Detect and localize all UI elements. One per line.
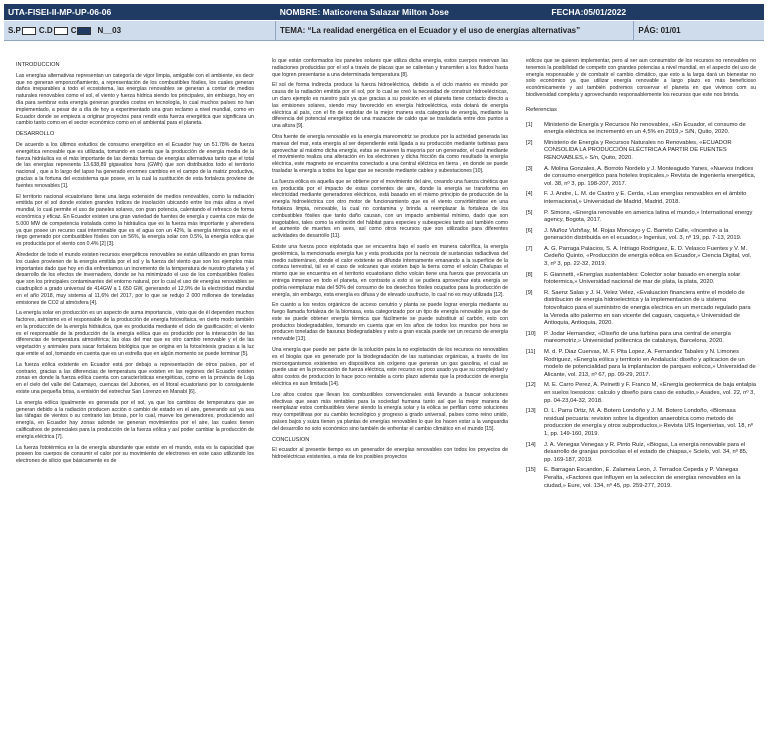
reference-number: [5] xyxy=(526,209,533,216)
reference-text: A. Molina Gonzales, A. Borroto Nordelo y J. Monteagudo Yanes, «Nuevos índices de consumo energético para hoteles tropicales,» Revista de ingeniería energética, vol. 38, nº 3, pp. 198-207, 2017. xyxy=(544,165,756,187)
reference-item xyxy=(526,210,756,225)
number-label: N__03 xyxy=(97,26,122,35)
page-number: PÁG: 01/01 xyxy=(633,21,764,40)
cd-checkbox xyxy=(54,27,68,35)
cm-checkbox xyxy=(77,27,91,35)
sp-label: S.P xyxy=(8,26,21,35)
reference-text: J. A. Venegas Venegas y R. Pinto Ruiz, «Biogas, La energía renovable para el desarrollo de granjas porcicolas el el estado de chiapas,» Scielo, vol. 34, nº 85, pp. 169-187, 2019. xyxy=(544,441,748,463)
paragraph: De acuerdo a los últimos estudios de consumo energético en el Ecuador hay un 51.78% de fuerza energética renovable que es utilizada, tomando en cuenta que la producción de energía media de la fuerza hidráulica es el más importante de las demás formas de energías alternativas tanto que el total de las energías representa 13.638,89 gigavatios hora (GWh) que son distribuidos todo el territorio nacional , que a lo largo del lapso ha generado enormes cambios en el campo de la matriz productiva, gracias a la fortuna del ecosistema que posee, en la cual la sustitución de esta fortaleza proviene de fuentes renovables [1]. xyxy=(16,141,254,189)
reference-item xyxy=(526,272,756,287)
paragraph: Las energías alternativas representan un categoría de vigor limpia, amigable con el ambiente, es decir que no generan emponzoñamiento, a representación de los combustibles fósiles, los cuales generan daños irreparables a todo el ecosistema, las energías renovables se generan a contar de medios naturales renovables como el sol, el viento y fuerza hídrica siendo los principales, sin embargo, hoy en día para sembrar esta energía generan grandes costos en tecnología, lo cual muchos países no han implementado, a pesar de a día de hoy a experimentado una gran reclamo a nivel mundial, como en Ecuador donde se empieza a originar proyectos para rendir esta fuerza energética que significara un cambio tanto como en el sector económico como en el ambiental para el planeta. xyxy=(16,72,254,127)
reference-number: [9] xyxy=(526,289,533,296)
author-name: NOMBRE: Maticorena Salazar Milton Jose xyxy=(279,7,449,17)
paragraph: El ecuador al presente tiempo es un generador de energías renovables con todos los proyectos de hidroeléctricas existentes, a más de los posibles proyectos xyxy=(272,447,508,461)
reference-number: [10] xyxy=(526,330,536,337)
reference-text: F. J. Andre, L. M. de Castro y E. Cerda, «Las energías renovables en el ámbito internacional,» Universidad de Madrid, Madrid, 2018. xyxy=(544,191,747,205)
document-date: FECHA:05/01/2022 xyxy=(551,7,627,17)
reference-item xyxy=(526,331,756,346)
cd-label: C.D xyxy=(38,26,53,35)
paragraph: En cuanto a los restos orgánicos de acceso cenutrio y planta se puede lograr energía mediante su fuego llamada fortaleza de la biomasa, esta categorizado por un tipo de energía renovable ya que de este se puede obtener energía térmica que fácilmente se puede substituir al carbón, esto con productos biodegradables, tomando en cuenta que en los años de todos los mundos por hora se producen toneladas de basuras biodegradables y esto a gran escala puede ser un recurso de energía renovable [13]. xyxy=(272,302,508,343)
reference-text: M. d. P. Diaz Cuervas, M. F. Pita Lopez, A. Fernandez Tabales y N. Limones Rodriguez, «Energía eólica y territorio en Andalucía: diseño y aplicacion de un modelo de potencialidad para la implantacion de parques eolicos,» Universidad de Alicante, vol. 213, nº 67, pp. 09-29, 2017. xyxy=(544,349,756,378)
cm-label: C xyxy=(70,26,77,35)
reference-text: M. E. Carro Perez, A. Peinetti y F. Franco M, «Energía geotermica de baja entalpia en suelos loessicos: calculo y diseño para caso de estudio,» Asades, vol. 22, nº 3, pp. 04-23,04-32, 2018. xyxy=(544,382,757,404)
reference-item xyxy=(526,349,756,379)
paragraph: eólicos que se quieren implementar, pero al ser aun consumidor de los recursos no renovables no tenemos la posibilidad de competir con grandes potencias a nivel mundial, en el aspecto del uso de energía responsable y de combatir el cambio climático, que esto a la larga dará un bienestar no solo económico ya que utilizar energía renovable a largo plazo es más beneficioso económicamente y así también podremos conservar el planeta en que vivimos com su biodiversidad completa y aprovechando responsablemente los recursos que este nos brinda. xyxy=(526,58,756,98)
reference-number: [7] xyxy=(526,245,533,252)
reference-text: P. Jodar Hernandez, «Diseño de una turbina para una central de energía mareomotriz,» Universidad politecnica de catalunya, Barcelona, 2020. xyxy=(544,330,731,345)
reference-item xyxy=(526,382,756,405)
reference-item xyxy=(526,290,756,328)
references-heading: Referencias xyxy=(526,106,557,113)
paragraph: La energía eólica igualmente es generada por el sol, ya que los cambios de temperatura que se generan debido a la radiación producen acción o cambio de estado en el aire, generando así ya sea las ráfagas de vientos o su contrario las brisas, por lo cual, mueve los generadores, produciendo así energía, en Ecuador hay zonas adonde se generan movimientos por el aire, las cuales tienen calificativos de potenciales para la producción de la fuerza eólica y así poder cambiar la producción de energía eléctrica [7]. xyxy=(16,399,254,440)
reference-number: [14] xyxy=(526,441,536,448)
paragraph: Los altos costos que llevan los combustibles convencionales está llevando a buscar soluciones efectivas que sean más rentables para la sociedad humana tanto así que la mejor manera de reemplazar estos combustibles viene siendo la energía solar y la eólica se perfilan como soluciones muy competitivas por su cambio tecnológico y progreso a grado universal, países como reino unido, países bajos y suiza tienen ya plantas de energías renovables lo que los hacen estar a la vanguardia del desarrollo no solo económico sino también de enfrentar el cambio climático en el mundo [15]. xyxy=(272,391,508,432)
header-second-row xyxy=(4,21,764,41)
paragraph: Alrededor de todo el mundo existen recursos energéticos renovables se están utilizando en gran forma los cuales provienen de la energía emitida por el sol y la fuerza del viento que son los ejemplos más importantes dado que hoy en día enfrentamos un incremento de la temperatura de nuestro planeta y el desarrollo de los efectos de invernadero, donde se ha minimizado el uso de los combustibles fósiles que son los principales contaminantes del entorno natural, por lo cual el uso de energías renovables se cuadruplicó a grado universal de 414GW a 1 650 GW, generando el 12,9% de la electricidad mundial en el año 2018, muy sistema al 11,6% del 2017, por lo que se redujo 2 000 millones de toneladas emisiones de CO2 al atmósfera [4]. xyxy=(16,251,254,306)
reference-number: [13] xyxy=(526,408,536,415)
reference-text: Ministerio de Energía y Recursos Naturales no Renovables, «ECUADOR CONSOLIDA LA PRODUCCIÓN ELÉCTRICA A PARTIR DE FUENTES RENOVABLES,» S/n, Quito, 2020. xyxy=(544,139,732,161)
paragraph: La fuerza eólica existente en Ecuador está por debajo a representación de otros países, por el contrario, gracias a las diferencias de temperatura que existen en las regiones del Ecuador existen zonas en donde la fuerza eólica cuenta con características energéticas, como en la provincia de Loja en el cielo del valle del Catamayo, cuencas del Jubones, en el litoral ecuatoriano por lo consiguiente existe una pequeña brisa, a emisión del estrechar San Lorenzo en Manabí [6]. xyxy=(16,361,254,396)
paragraph: lo que están conformados los paneles solares que utiliza dicha energía, estos cuerpos reservan las radiaciones producidas por el sol a través de placas que se calientan y transmiten a los fluidos hasta que logren presentarse a una determinada temperatura [8]. xyxy=(272,58,508,78)
column-middle xyxy=(272,58,508,465)
column-left xyxy=(16,58,254,469)
reference-item xyxy=(526,140,756,163)
reference-number: [6] xyxy=(526,227,533,234)
paragraph: Existe una fuerza poco explotada que se encuentra bajo el suelo en manera calorífica, la energía geotérmica, la mencionada energía fue y esta producida por la necrosis de sustancias radiactivas del medio subterráneo, donde el calor existente se difunde internamente emanando a la superficie de la corteza terrestral, tal es el caso de volcanes que existen bajo la tierra como el volcán Chalupas el mismo que se encuentra en el territorio ecuatoriano dicho volcán tiene una fuerza que provocaría un entrega inmenso en todo el planeta, en contraste a esto si se pudiera aprovechar esta energía se podría reemplazar más del 50% del consumo de los desechos fósiles ocupados para la producción de energía, sin embargo, esta energía es difusa y de elevado usufructo, lo cual no es muy utilizada [12]. xyxy=(272,243,508,298)
reference-item xyxy=(526,191,756,206)
paragraph: El sol de forma indirecta produce la fuerza hidroeléctrica, debido a el ciclo marino es movido por causa de la radiación emitida por el sol, por lo cual se creó la necesidad de construir hidroeléctricas, un claro ejemplo es nuestro país ya que gracias a su posición en el planeta tiene contacto directo a las emisiones solares, siendo muy favorecido en energía hidroeléctrica, esta dotará de energía eléctrica al país, con el fin de explotar de la mejor manera esta categoría de energía, mediante la diferencia del potencial energético de una mazacote de caldo que se trasladaría entre dos puntos a una altura [9]. xyxy=(272,82,508,130)
references-list xyxy=(526,122,756,491)
section-heading: INTRODUCCION xyxy=(16,62,60,68)
column-right xyxy=(526,58,756,493)
reference-text: R. Saenz Salas y J. H. Velez Velez, «Evaluacion financiera entre el modelo de distribucion de energía hidroelectrica y la implementacion de u sistema fotovoltaico para el suministro de energia electrica en un mercado regulado para la Vereda alto palermo en san vicente del caguan, caqueta,» Universidad de Antioquia, Antioquia, 2020. xyxy=(544,289,751,327)
reference-number: [4] xyxy=(526,191,533,198)
paragraph: El territorio nacional ecuatoriano tiene una larga extensión de medios renovables, como la radiación emitida por el sol donde existen grandes índices de insolación ubicando entre los más altos a nivel mundial, lo cual permite el uso de paneles solares, con gran potencia, calentando el refresco de forma económica y eficaz. En Ecuador existen una gran variedad de fuentes de energía y cuenta con más de 5.000 MW de competencia instalada como la hidráulica que es la fuerza más importante y aheredera ya que posee un recurso casi interminable que es el agua con un 42%, la energía térmica que es el riego generado por combustibles fósiles con un 56%, la energía solar con 0.5%, la energía eólica que es producida por el viento con 0.4% [2] [3]. xyxy=(16,193,254,248)
section-heading: CONCLUSION xyxy=(272,436,310,443)
reference-text: A. G. Parraga Palacios, S. A. Intriago Rodriguez, E. D. Velasco Fuentes y V. M. Cedeño Quinto, «Producción de energía eólica en Ecuador,» Ciencia Digital, vol. 3, nº 3, pp. 22-32, 2019. xyxy=(544,245,752,268)
reference-text: F. Giannetti, «Energías sustentables: Colector solar basado en energía solar fototermica,» Universidad nacional de mar de plata, la plata, 2020. xyxy=(544,271,741,286)
conclusion-continued xyxy=(526,58,756,99)
paragraph: Una energía que puede ser parte de la solución para la no explotación de los recursos no renovables es el biogás que es generado por la biodegradación de las sustancias orgánicas, a través de los microorganismos existentes en dispositivos sin oxígeno que generan un gas gasolina, el cual se puede usar en la provocación de fuerza eléctrica, este recurso es poco usado ya que su complejidad y altos costos de producción lo hace poco rentable a corto plazo además que la producción de energía eléctrica es aun limitada [14]. xyxy=(272,347,508,388)
document-code: UTA-FISEI-II-MP-UP-06-06 xyxy=(8,7,112,17)
paragraph: La fuerza eólica es aquella que se obtiene por el movimiento del aire, creando una fuerza cinética que es producida por el impacto de estas corrientes de aire, donde la energía se transforma en electricidad mediante generadores eléctricos, está basado en el mismo principio de producción de la energía hidroeléctrica con otro motor de funcionamiento que es el viento convirtiéndose en una fortaleza limpia, renovable, la cual no contamina y brinda a reemplazar la fortaleza de los combustibles fósiles que tanto daño causan, con un impacto ambiental mínimo, dado que son inagotables, tales como la extinción del hábitat para especies y subespecies tanto así también como el aumento de muertes en aves, así como otros recursos que son utilizados para diferentes actividades de desarrollo [11]. xyxy=(272,178,508,240)
sp-checkbox xyxy=(22,27,36,35)
header-checkboxes xyxy=(4,21,275,40)
reference-item xyxy=(526,122,756,137)
reference-item xyxy=(526,228,756,243)
reference-number: [8] xyxy=(526,271,533,278)
reference-number: [1] xyxy=(526,121,533,128)
reference-item xyxy=(526,467,756,490)
paragraph: La energía solar en producción es un aspecto de suma importancia , visto que de él dependen muchos factores, asimismo es el responsable de la producción de energía fotovoltaica, en cierto modo también en la producción de la energía hidráulica, que es producida mediante el ciclo de gasificación; el viento es el responsable de la producción de la energía eólica que es producido por la interacción de las diferencias de temperatura atmosférica; las olas del mar que es otro cambio renovable y el de las vegetación y animales para sacar fortaleza biológica que se origina en la fotosíntesis gracias a la luz que emite el sol, tomando en cuenta que es un estrella que en algún momento se puede terminar [5]. xyxy=(16,310,254,358)
reference-number: [3] xyxy=(526,165,533,172)
reference-number: [15] xyxy=(526,467,536,474)
document-topic: TEMA: “La realidad energética en el Ecuador y el uso de energías alternativas” xyxy=(275,21,633,40)
document-body xyxy=(16,58,756,728)
reference-item xyxy=(526,408,756,438)
header-top-row xyxy=(4,4,764,20)
reference-text: D. L. Parra Ortiz, M. A. Botero Londoño y J. M. Botero Londoño, «Biomasa residual pecuaria: revision sobre la digestion anaerobica como metodo de produccion de energía y otros subproductos,» Revista UIS Ingenierias, vol. 18, nº 1, pp. 149-160, 2019. xyxy=(544,408,753,437)
paragraph: Otra fuente de energía renovable es la energía mareomotriz se produce por la actividad generada las mareas del mar, esta energía al ser dependiente está ligada a su producción mediante turbinas para aprovechar al máximo dicha energía, estas se mueven la mayoría por un generador, el cual mediante el movimiento realiza una alteración en los electrones y dicha fricción da como resultado la energía eléctrica, este magneto se encuentra conectado a una central eléctrica en tierra , en donde se puede trasladar la energía a todos los lugar que se necesite mediante cables y subestaciones [10]. xyxy=(272,133,508,174)
reference-text: Ministerio de Energía y Recursos No renovables, «En Ecuador, el consumo de energía eléctrica se incrementó en un 4,5% en 2019,» S/N, Quito, 2020. xyxy=(544,121,746,136)
reference-number: [11] xyxy=(526,349,536,356)
reference-item xyxy=(526,246,756,269)
reference-item xyxy=(526,442,756,465)
reference-number: [12] xyxy=(526,382,536,389)
section-heading: DESARROLLO xyxy=(16,131,55,138)
reference-item xyxy=(526,166,756,189)
reference-text: J. Muñoz Vizhñay, M. Rojas Moncayo y C. Barreto Calle, «Incentivo a la generación distribuida en el ecuador,» Ingenius, vol. 3, nº 19, pp. 7-13, 2019. xyxy=(544,227,742,242)
reference-text: E. Barragan Escandon, E. Zalamea Leon, J. Terrados Cepeda y P. Vanegas Peralta, «Factores que influyen en la seleccion de energías renovables en la ciudad,» Eure, vol. 134, nº 45, pp. 259-277, 2019. xyxy=(544,467,741,489)
reference-number: [2] xyxy=(526,139,533,146)
reference-text: P. Simons, «Energía renovable en america latina el mundo,» International energy agency, Bogota, 2017. xyxy=(544,209,753,224)
paragraph: La fuerza fototérmica es la de energía abundante que existe en el mundo, esta es la capacidad que poseen los cuerpos de consumir el calor por su movimiento de electrones en este caso utilizando los electrones de silicio que básicamente es de xyxy=(16,444,254,465)
